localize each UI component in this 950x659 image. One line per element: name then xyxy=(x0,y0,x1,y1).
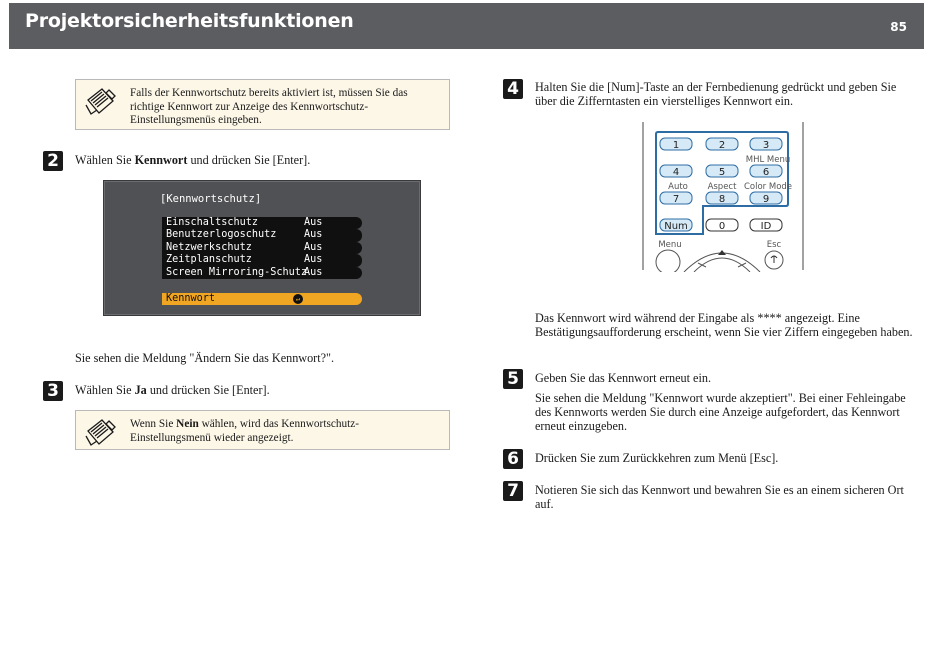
key-2-label: 2 xyxy=(718,140,726,151)
step-3-text xyxy=(75,383,270,397)
menu-row-label: Einschaltschutz xyxy=(166,217,259,228)
step-number-4: 4 xyxy=(503,79,523,99)
key-1-label: 1 xyxy=(672,140,680,151)
id-key-label: ID xyxy=(760,221,772,232)
menu-title: [Kennwortschutz] xyxy=(160,193,262,205)
note-box xyxy=(75,79,450,130)
key-4-label: 4 xyxy=(672,167,680,178)
note-2-bold: Nein xyxy=(176,418,199,430)
menu-row[interactable] xyxy=(162,217,362,229)
step-3-bold: Ja xyxy=(134,383,147,397)
note-box xyxy=(75,410,450,450)
note-2-post: wählen, wird das Kennwortschutz-Einstellungsmenü wieder angezeigt. xyxy=(130,418,360,444)
note-2-pre: Wenn Sie xyxy=(130,418,177,430)
menu-row[interactable] xyxy=(162,254,362,266)
menu-row-value: Aus xyxy=(304,241,323,253)
step-2-pre: Wählen Sie xyxy=(75,153,135,167)
step-6-text: Drücken Sie zum Zurückkehren zum Menü [Esc]. xyxy=(535,451,779,465)
note-text: Falls der Kennwortschutz bereits aktiviert ist, müssen Sie das richtige Kennwort zur Anzeige des Kennwortschutz-Einstellungsmenüs eingeben. xyxy=(130,87,408,126)
step-2-bold: Kennwort xyxy=(134,153,188,167)
change-password-message: Sie sehen die Meldung "Ändern Sie das Kennwort?". xyxy=(75,351,335,365)
menu-row-label: Benutzerlogoschutz xyxy=(166,229,277,241)
page-number: 85 xyxy=(890,20,907,34)
up-arrow-icon xyxy=(718,250,726,255)
key-9-label: 9 xyxy=(762,194,770,205)
step-3-pre: Wählen Sie xyxy=(75,383,135,397)
menu-row-label: Screen Mirroring-Schutz xyxy=(166,266,308,278)
color-mode-label: Color Mode xyxy=(743,182,793,192)
step-number-3: 3 xyxy=(43,381,63,401)
enter-icon: ↵ xyxy=(293,294,303,304)
password-entry-info: Das Kennwort wird während der Eingabe als **** angezeigt. Eine Bestätigungsaufforderung erscheint, wenn Sie vier Ziffern eingegeben haben. xyxy=(535,311,913,339)
key-3-label: 3 xyxy=(762,140,770,151)
aspect-label: Aspect xyxy=(707,182,737,192)
step-number-6: 6 xyxy=(503,449,523,469)
key-6-label: 6 xyxy=(762,167,770,178)
step-2-post: und drücken Sie [Enter]. xyxy=(187,153,311,167)
step-4-text: Halten Sie die [Num]-Taste an der Fernbedienung gedrückt und geben Sie über die Zifferntasten ein vierstelliges Kennwort ein. xyxy=(535,80,897,108)
menu-row[interactable] xyxy=(162,242,362,254)
num-key-label: Num xyxy=(664,221,688,232)
auto-label: Auto xyxy=(668,182,688,192)
menu-rows xyxy=(162,217,362,279)
step-3-post: und drücken Sie [Enter]. xyxy=(146,383,270,397)
dpad-ring[interactable] xyxy=(684,253,760,272)
key-0-label: 0 xyxy=(718,221,726,232)
password-protection-menu xyxy=(103,180,421,316)
step-5-text: Geben Sie das Kennwort erneut ein. xyxy=(535,371,711,385)
step-7-text: Notieren Sie sich das Kennwort und bewahren Sie es an einem sicheren Ort auf. xyxy=(535,483,904,511)
menu-label: Menu xyxy=(658,240,682,250)
menu-row-label: Netzwerkschutz xyxy=(166,241,252,253)
menu-item-password-selected[interactable] xyxy=(162,293,362,305)
page-header xyxy=(9,3,924,49)
note-text xyxy=(130,418,439,445)
step-number-7: 7 xyxy=(503,481,523,501)
step-number-2: 2 xyxy=(43,151,63,171)
menu-row-value: Aus xyxy=(304,266,323,278)
step-2-text xyxy=(75,153,310,167)
remote-control-illustration xyxy=(642,122,804,272)
key-7-label: 7 xyxy=(672,194,680,205)
menu-row[interactable] xyxy=(162,267,362,279)
key-5-label: 5 xyxy=(718,167,726,178)
menu-row-value: Aus xyxy=(304,229,323,241)
menu-selected-label: Kennwort xyxy=(166,293,216,304)
menu-row-value: Aus xyxy=(304,217,323,228)
menu-row-label: Zeitplanschutz xyxy=(166,254,252,266)
menu-row-value: Aus xyxy=(304,254,323,266)
mhl-menu-label: MHL Menu xyxy=(745,155,791,165)
step-number-5: 5 xyxy=(503,369,523,389)
menu-button[interactable] xyxy=(656,250,680,272)
password-accepted-info: Sie sehen die Meldung "Kennwort wurde akzeptiert". Bei einer Fehleingabe des Kennworts werden Sie durch eine Anzeige aufgefordert, das Kennwort erneut einzugeben. xyxy=(535,391,906,433)
note-icon xyxy=(83,417,117,447)
esc-label: Esc xyxy=(766,240,782,250)
page-title: Projektorsicherheitsfunktionen xyxy=(25,10,354,32)
key-8-label: 8 xyxy=(718,194,726,205)
menu-row[interactable] xyxy=(162,229,362,241)
note-icon xyxy=(83,86,117,116)
